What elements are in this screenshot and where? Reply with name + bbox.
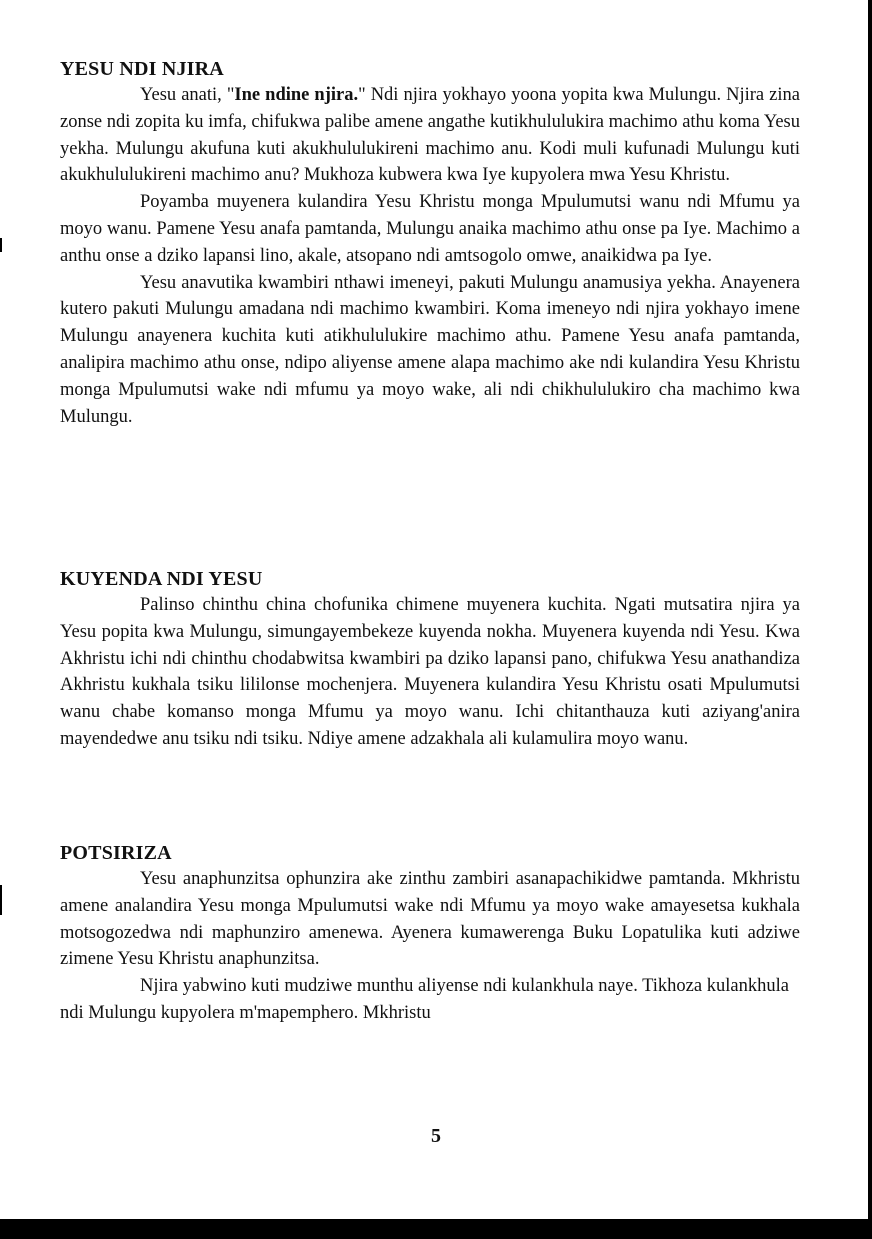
scan-edge-bottom xyxy=(0,1219,872,1239)
paragraph-text: Yesu anati, " xyxy=(140,85,235,105)
scan-edge-right xyxy=(868,0,872,1239)
section-kuyenda-ndi-yesu xyxy=(60,566,800,753)
scan-mark xyxy=(0,885,2,915)
section-heading: YESU NDI NJIRA xyxy=(60,58,224,80)
quote-bold: Ine ndine njira. xyxy=(234,85,359,105)
section-yesu-ndi-njira xyxy=(60,56,800,430)
section-potsiriza xyxy=(60,840,800,1027)
page-number: 5 xyxy=(431,1125,441,1147)
paragraph: Yesu anavutika kwambiri nthawi imeneyi, pakuti Mulungu anamusiya yekha. Anayenera kutero pakuti Mulungu amadana ndi machimo kwambiri. Koma imeneyo ndi njira yokhayo imene Mulungu anayenera kuchita kuti atikhululukire machimo athu. Pamene Yesu anafa pamtanda, analipira machimo athu onse, ndipo aliyense amene alapa machimo ake ndi kulandira Yesu Khristu monga Mpulumutsi wake ndi mfumu ya moyo wake, ali ndi chikhululukiro cha machimo kwa Mulungu. xyxy=(60,272,800,427)
paragraph xyxy=(60,82,800,189)
paragraph: Poyamba muyenera kulandira Yesu Khristu monga Mpulumutsi wanu ndi Mfumu ya moyo wanu. Pamene Yesu anafa pamtanda, Mulungu anaika machimo athu onse pa Iye. Machimo a anthu onse a dziko lapansi lino, akale, atsopano ndi amtsogolo omwe, anaikidwa pa Iye. xyxy=(60,192,800,266)
section-heading: KUYENDA NDI YESU xyxy=(60,568,263,590)
paragraph: Palinso chinthu china chofunika chimene muyenera kuchita. Ngati mutsatira njira ya Yesu popita kwa Mulungu, simungayembekeze kuyenda nokha. Muyenera kuyenda ndi Yesu. Kwa Akhristu ichi ndi chinthu chodabwitsa kwambiri pa dziko lapansi pano, chifukwa Yesu anathandiza Akhristu kukhala tsiku lililonse mochenjera. Muyenera kulandira Yesu Khristu osati Mpulumutsi wanu chabe komanso monga Mfumu ya moyo wanu. Ichi chitanthauza kuti aziyang'anira mayendedwe anu tsiku ndi tsiku. Ndiye amene adzakhala ali kulamulira moyo wanu. xyxy=(60,595,800,749)
paragraph: Yesu anaphunzitsa ophunzira ake zinthu zambiri asanapachikidwe pamtanda. Mkhristu amene analandira Yesu monga Mpulumutsi wake ndi Mfumu ya moyo wake amayesetsa kukhala motsogozedwa ndi maphunziro amenewa. Ayenera kumawerenga Buku Lopatulika kuti adziwe zimene Yesu Khristu anaphunzitsa. xyxy=(60,869,800,970)
section-heading: POTSIRIZA xyxy=(60,842,172,864)
paragraph: Njira yabwino kuti mudziwe munthu aliyense ndi kulankhula naye. Tikhoza kulankhula ndi Mulungu kupyolera m'mapemphero. Mkhristu xyxy=(60,976,789,1023)
scan-mark xyxy=(0,238,2,252)
paragraph-text: " Ndi njira yokhayo yoona yopita kwa Mulungu. Njira zina zonse ndi zopita ku imfa, chifukwa palibe amene angathe kutikhululukira machimo athu koma Yesu yekha. Mulungu akufuna kuti akukhululukireni machimo anu. Kodi muli kufunadi Mulungu kuti akukhululukireni machimo anu? Mukhoza kubwera kwa Iye kupyolera mwa Yesu Khristu. xyxy=(60,85,800,186)
